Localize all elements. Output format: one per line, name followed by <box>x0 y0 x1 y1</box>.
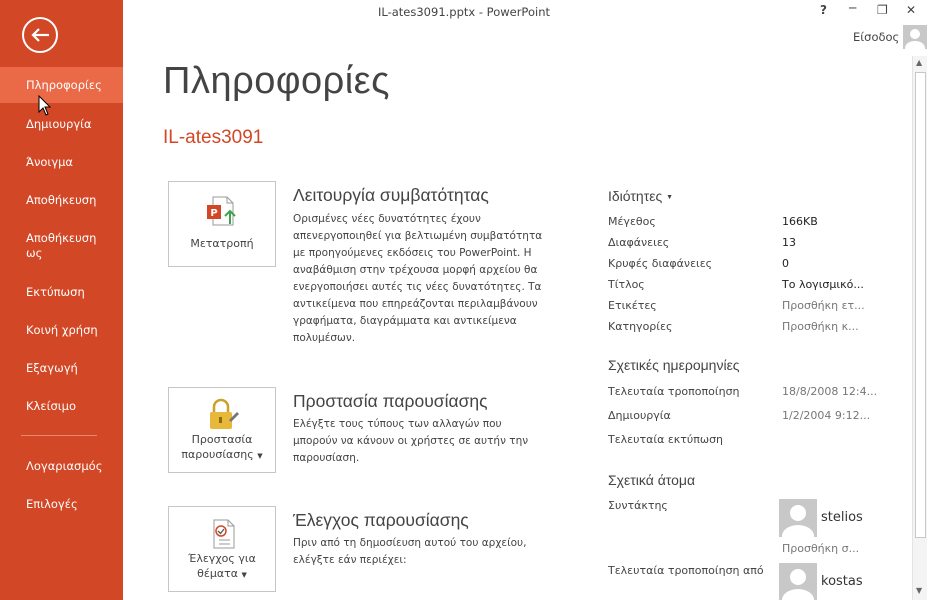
author-avatar <box>779 499 817 537</box>
convert-label: Μετατροπή <box>190 237 254 250</box>
prop-value-size: 166KB <box>782 215 818 228</box>
protect-description: Ελέγξτε τους τύπους των αλλαγών που μπορούν να κάνουν οι χρήστες σε αυτήν την παρουσίαση. <box>293 418 529 464</box>
sidebar-item-export[interactable]: Εξαγωγή <box>26 361 78 375</box>
protect-presentation-button[interactable] <box>168 387 276 473</box>
user-icon <box>779 563 817 600</box>
sidebar-item-print[interactable]: Εκτύπωση <box>26 285 85 299</box>
prop-value-slides: 13 <box>782 236 796 249</box>
sidebar-item-open[interactable]: Άνοιγμα <box>26 155 74 169</box>
modified-by-label: Τελευταία τροποποίηση από <box>608 564 764 577</box>
page-title: Πληροφορίες <box>163 60 390 102</box>
back-button[interactable] <box>22 17 58 53</box>
prop-label-slides: Διαφάνειες <box>608 236 670 249</box>
user-icon <box>779 499 817 537</box>
prop-value-title[interactable]: Το λογισμικό... <box>782 278 864 291</box>
compatibility-title: Λειτουργία συμβατότητας <box>293 185 489 205</box>
dropdown-arrow-icon: ▼ <box>241 571 247 579</box>
date-value-modified: 18/8/2008 12:4... <box>782 385 878 398</box>
backstage-sidebar <box>0 0 123 600</box>
sidebar-item-share[interactable]: Κοινή χρήση <box>26 323 98 337</box>
properties-heading[interactable]: Ιδιότητες ▼ <box>608 188 674 204</box>
protect-title: Προστασία παρουσίασης <box>293 391 488 411</box>
modified-by-avatar <box>779 563 817 600</box>
user-icon <box>903 25 927 49</box>
scroll-up-icon[interactable]: ▲ <box>916 58 923 67</box>
avatar[interactable] <box>903 25 927 49</box>
scroll-thumb[interactable] <box>915 72 926 538</box>
prop-value-categories[interactable]: Προσθήκη κ... <box>782 320 859 333</box>
author-name[interactable]: stelios <box>821 510 863 525</box>
dropdown-arrow-icon: ▼ <box>666 194 674 201</box>
prop-label-hidden-slides: Κρυφές διαφάνειες <box>608 257 713 270</box>
prop-value-hidden-slides: 0 <box>782 257 789 270</box>
related-dates-heading: Σχετικές ημερομηνίες <box>608 357 740 373</box>
signin-link[interactable]: Είσοδος <box>853 30 900 44</box>
prop-value-tags[interactable]: Προσθήκη ετ... <box>782 299 865 312</box>
prop-label-title: Τίτλος <box>608 278 645 291</box>
sidebar-item-new[interactable]: Δημιουργία <box>26 117 92 131</box>
svg-text:P: P <box>210 208 218 219</box>
check-label-line2: θέματα ▼ <box>197 567 247 580</box>
add-author-link[interactable]: Προσθήκη σ... <box>782 542 860 555</box>
arrow-left-icon <box>24 19 60 55</box>
sidebar-item-account[interactable]: Λογαριασμός <box>26 459 103 473</box>
window-title: IL-ates3091.pptx - PowerPoint <box>378 5 550 19</box>
inspect-document-icon <box>205 517 241 551</box>
minimize-button[interactable]: ─ <box>849 1 857 15</box>
compatibility-description: Ορισμένες νέες δυνατότητες έχουν απενεργοποιηθεί για βελτιωμένη συμβατότητα με προηγούμενες εκδόσεις του PowerPoint. Η αναβάθμιση στην τρέχουσα μορφή αρχείου θα ενεργοποιήσει αυτές τις νέες δυνατότητες. Τα αντικείμενα που επηρεάζονται περιλαμβάνουν γραφήματα, διαγράμματα και αντικείμενα πολυμέσων. <box>293 213 543 344</box>
check-label-line1: Έλεγχος για <box>188 552 256 565</box>
sidebar-divider <box>21 435 97 436</box>
sidebar-item-options[interactable]: Επιλογές <box>26 497 78 511</box>
related-people-heading: Σχετικά άτομα <box>608 472 696 488</box>
check-for-issues-button[interactable] <box>168 506 276 592</box>
help-button[interactable]: ? <box>820 3 827 17</box>
convert-button[interactable] <box>168 181 276 267</box>
restore-button[interactable]: ❐ <box>877 3 888 17</box>
sidebar-item-save[interactable]: Αποθήκευση <box>26 193 97 207</box>
date-label-printed: Τελευταία εκτύπωση <box>608 433 724 446</box>
date-label-created: Δημιουργία <box>608 409 671 422</box>
date-value-created: 1/2/2004 9:12... <box>782 409 871 422</box>
inspect-description: Πριν από τη δημοσίευση αυτού του αρχείου, ελέγξτε εάν περιέχει: <box>293 537 527 566</box>
convert-icon <box>205 194 241 228</box>
document-name: IL-ates3091 <box>163 127 264 148</box>
dropdown-arrow-icon: ▼ <box>257 452 263 460</box>
sidebar-item-close[interactable]: Κλείσιμο <box>26 399 76 413</box>
prop-label-tags: Ετικέτες <box>608 299 657 312</box>
scroll-down-icon[interactable]: ▼ <box>916 586 923 595</box>
inspect-title: Έλεγχος παρουσίασης <box>293 510 469 530</box>
sidebar-item-info[interactable]: Πληροφορίες <box>0 67 123 103</box>
close-window-button[interactable]: ✕ <box>906 3 917 17</box>
author-label: Συντάκτης <box>608 499 668 512</box>
mouse-cursor-icon <box>38 95 52 117</box>
sidebar-item-save-as[interactable]: Αποθήκευση ως <box>26 231 97 260</box>
protect-label-line1: Προστασία <box>191 433 253 446</box>
date-label-modified: Τελευταία τροποποίηση <box>608 385 740 398</box>
vertical-scrollbar[interactable] <box>912 56 927 600</box>
prop-label-size: Μέγεθος <box>608 215 656 228</box>
modified-by-name[interactable]: kostas <box>821 574 863 589</box>
lock-icon <box>205 398 241 432</box>
protect-label-line2: παρουσίασης ▼ <box>181 448 263 461</box>
prop-label-categories: Κατηγορίες <box>608 320 673 333</box>
